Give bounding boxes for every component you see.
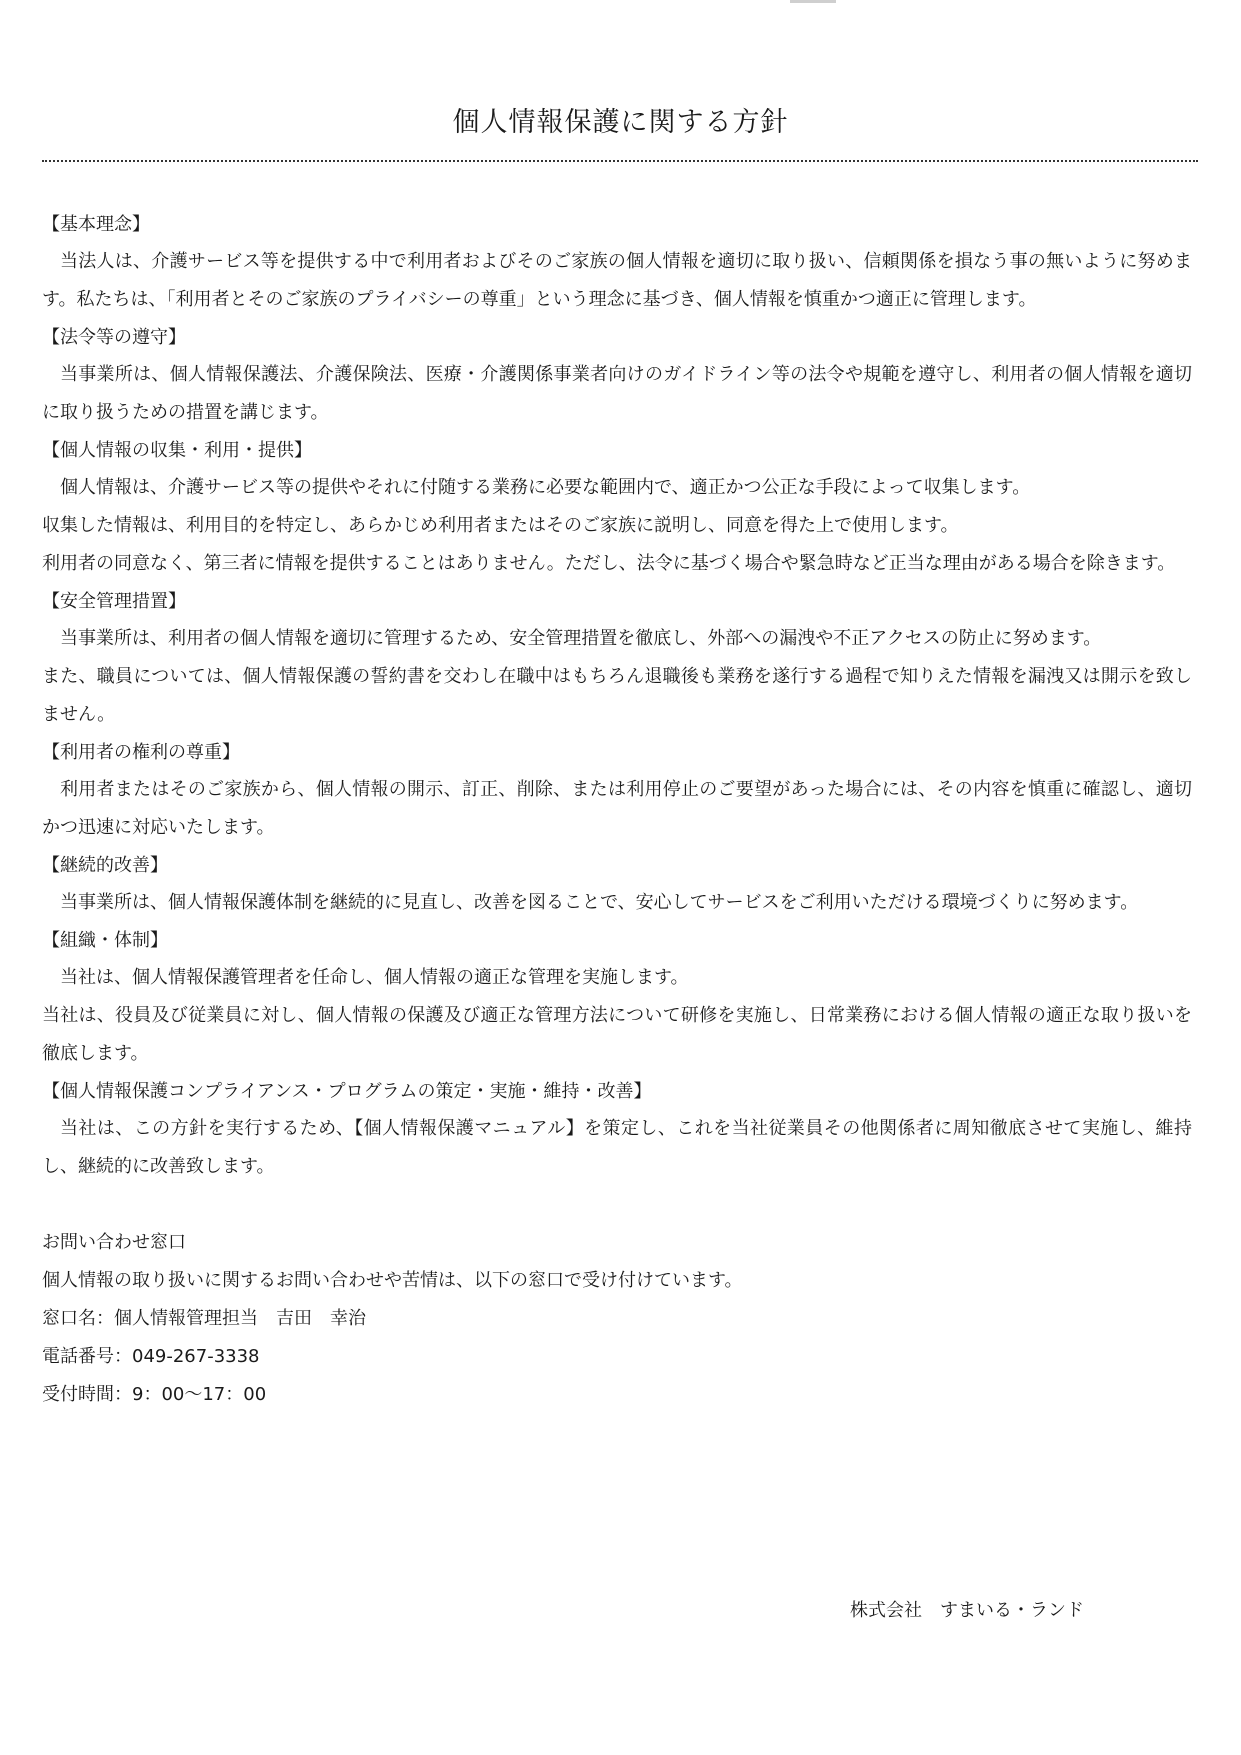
section-paragraph: 当事業所は、利用者の個人情報を適切に管理するため、安全管理措置を徹底し、外部への漏洩や不正アクセスの防止に努めます。 [60, 628, 1102, 649]
section-paragraph: 当社は、個人情報保護管理者を任命し、個人情報の適正な管理を実施します。 [60, 967, 689, 988]
section-paragraph: 利用者またはそのご家族から、個人情報の開示、訂正、削除、または利用停止のご要望があった場合には、その内容を慎重に確認し、適切かつ迅速に対応いたします。 [42, 779, 1192, 838]
section-user-rights [42, 734, 1192, 847]
contact-phone: 電話番号：049-267-3338 [42, 1346, 260, 1367]
section-heading: 【基本理念】 [42, 214, 150, 235]
section-organization [42, 922, 1192, 1073]
contact-window: 窓口名：個人情報管理担当 吉田 幸治 [42, 1308, 366, 1329]
contact-hours: 受付時間：9：00～17：00 [42, 1384, 267, 1405]
page-title: 個人情報保護に関する方針 [452, 107, 789, 138]
section-collection-use-provision [42, 432, 1192, 583]
contact-intro: 個人情報の取り扱いに関するお問い合わせや苦情は、以下の窓口で受け付けています。 [42, 1270, 743, 1291]
section-heading: 【利用者の権利の尊重】 [42, 742, 240, 763]
section-paragraph: 当社は、この方針を実行するため、【個人情報保護マニュアル】を策定し、これを当社従業員その他関係者に周知徹底させて実施し、維持し、継続的に改善致します。 [42, 1118, 1192, 1177]
section-paragraph: 当事業所は、個人情報保護体制を継続的に見直し、改善を図ることで、安心してサービスをご利用いただける環境づくりに努めます。 [60, 892, 1139, 913]
section-paragraph: 当事業所は、個人情報保護法、介護保険法、医療・介護関係事業者向けのガイドライン等の法令や規範を遵守し、利用者の個人情報を適切に取り扱うための措置を講じます。 [42, 364, 1192, 423]
section-heading: 【法令等の遵守】 [42, 327, 186, 348]
section-heading: 【個人情報の収集・利用・提供】 [42, 440, 312, 461]
contact-heading: お問い合わせ窓口 [42, 1232, 186, 1253]
section-heading: 【継続的改善】 [42, 855, 168, 876]
section-continuous-improvement [42, 847, 1192, 922]
section-heading: 【個人情報保護コンプライアンス・プログラムの策定・実施・維持・改善】 [42, 1081, 652, 1102]
section-paragraph: 個人情報は、介護サービス等の提供やそれに付随する業務に必要な範囲内で、適正かつ公正な手段によって収集します。 [60, 477, 1031, 498]
scan-artifact [790, 0, 836, 3]
section-compliance-program [42, 1073, 1192, 1186]
contact-block [42, 1224, 1192, 1414]
section-heading: 【安全管理措置】 [42, 591, 186, 612]
title-divider [42, 160, 1198, 162]
section-basic-philosophy [42, 206, 1192, 319]
section-security-measures [42, 583, 1192, 734]
section-heading: 【組織・体制】 [42, 930, 168, 951]
section-paragraph: また、職員については、個人情報保護の誓約書を交わし在職中はもちろん退職後も業務を遂行する過程で知りえた情報を漏洩又は開示を致しません。 [42, 666, 1192, 725]
section-legal-compliance [42, 319, 1192, 432]
policy-body [42, 206, 1192, 1414]
section-paragraph: 収集した情報は、利用目的を特定し、あらかじめ利用者またはそのご家族に説明し、同意を得た上で使用します。 [42, 515, 959, 536]
section-paragraph: 当法人は、介護サービス等を提供する中で利用者およびそのご家族の個人情報を適切に取り扱い、信頼関係を損なう事の無いように努めます。私たちは、「利用者とそのご家族のプライバシーの尊重」という理念に基づき、個人情報を慎重かつ適正に管理します。 [42, 251, 1192, 310]
section-paragraph: 当社は、役員及び従業員に対し、個人情報の保護及び適正な管理方法について研修を実施し、日常業務における個人情報の適正な取り扱いを徹底します。 [42, 1005, 1192, 1064]
company-name: 株式会社 すまいる・ランド [850, 1600, 1084, 1621]
section-paragraph: 利用者の同意なく、第三者に情報を提供することはありません。ただし、法令に基づく場合や緊急時など正当な理由がある場合を除きます。 [42, 553, 1176, 574]
